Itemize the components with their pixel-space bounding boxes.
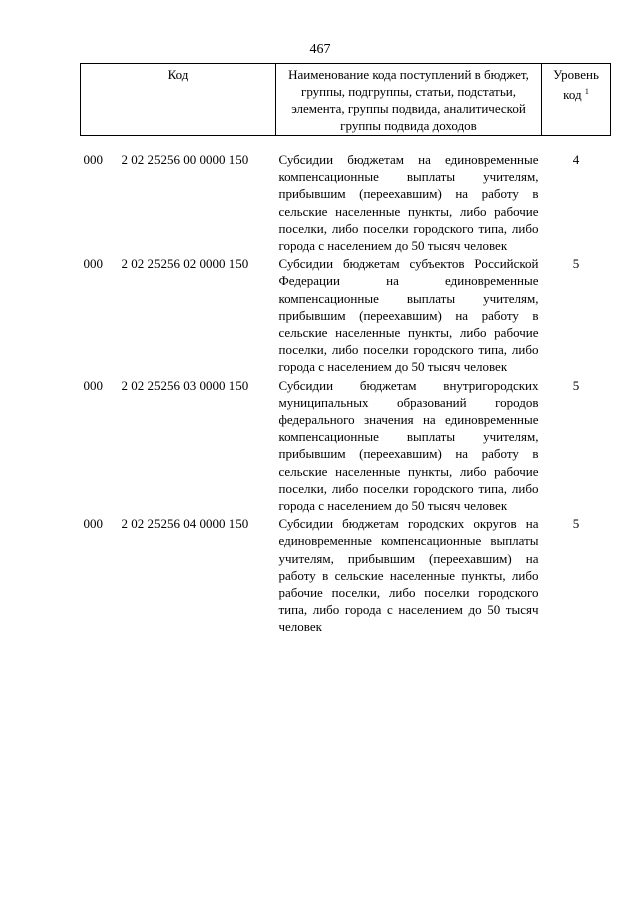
table-row [81,377,611,516]
header-level-footnote-mark: 1 [584,87,589,96]
budget-code: 2 02 25256 04 0000 150 [121,516,249,532]
table-header [81,64,611,136]
code-name: Субсидии бюджетам городских округов на единовременные компенсационные выплаты учителям, прибывшим (переехавшим) на работу в сельские населенные пункты, либо рабочие поселки, либо поселки городского типа, либо города с населением до 50 тысяч человек [278,516,539,635]
code-level: 5 [572,377,580,393]
code-name: Субсидии бюджетам на единовременные компенсационные выплаты учителям, прибывшим (переехавшим) на работу в сельские населенные пункты, либо рабочие поселки, либо поселки городского типа, либо города с населением до 50 тысяч человек [278,152,539,254]
table-body [81,136,611,637]
code-cell [81,151,276,255]
table-row [81,515,611,636]
budget-code: 2 02 25256 02 0000 150 [121,256,249,272]
admin-code: 000 [83,516,103,532]
admin-code: 000 [83,152,103,167]
admin-code: 000 [83,256,103,272]
page-number: 467 [309,42,331,57]
header-level [542,64,611,136]
code-level: 4 [572,152,580,167]
admin-code: 000 [83,377,103,393]
code-cell [81,255,276,376]
code-name: Субсидии бюджетам субъектов Российской Федерации на единовременные компенсационные выплаты учителям, прибывшим (переехавшим) на работу в сельские населенные пункты, либо рабочие поселки, либо поселки городского типа, либо города с населением до 50 тысяч человек [278,256,539,375]
table-row [81,255,611,376]
code-cell [81,377,276,516]
code-level: 5 [572,516,580,532]
income-codes-table [80,63,611,637]
code-level: 5 [572,256,580,272]
budget-code: 2 02 25256 03 0000 150 [121,377,249,393]
header-level-label: Уровень код [553,67,599,102]
code-name: Субсидии бюджетам внутригородских муниципальных образований городов федерального значения на единовременные компенсационные выплаты учителям, прибывшим (переехавшим) на работу в сельские населенные пункты, либо рабочие поселки, либо поселки городского типа, либо города с населением до 50 тысяч человек [278,377,539,514]
code-cell [81,515,276,636]
budget-code: 2 02 25256 00 0000 150 [121,152,249,167]
header-name: Наименование кода поступлений в бюджет, группы, подгруппы, статьи, подстатьи, элемента, группы подвида, аналитической группы подвида доходов [276,64,542,136]
table-row [81,151,611,255]
header-code: Код [81,64,276,136]
